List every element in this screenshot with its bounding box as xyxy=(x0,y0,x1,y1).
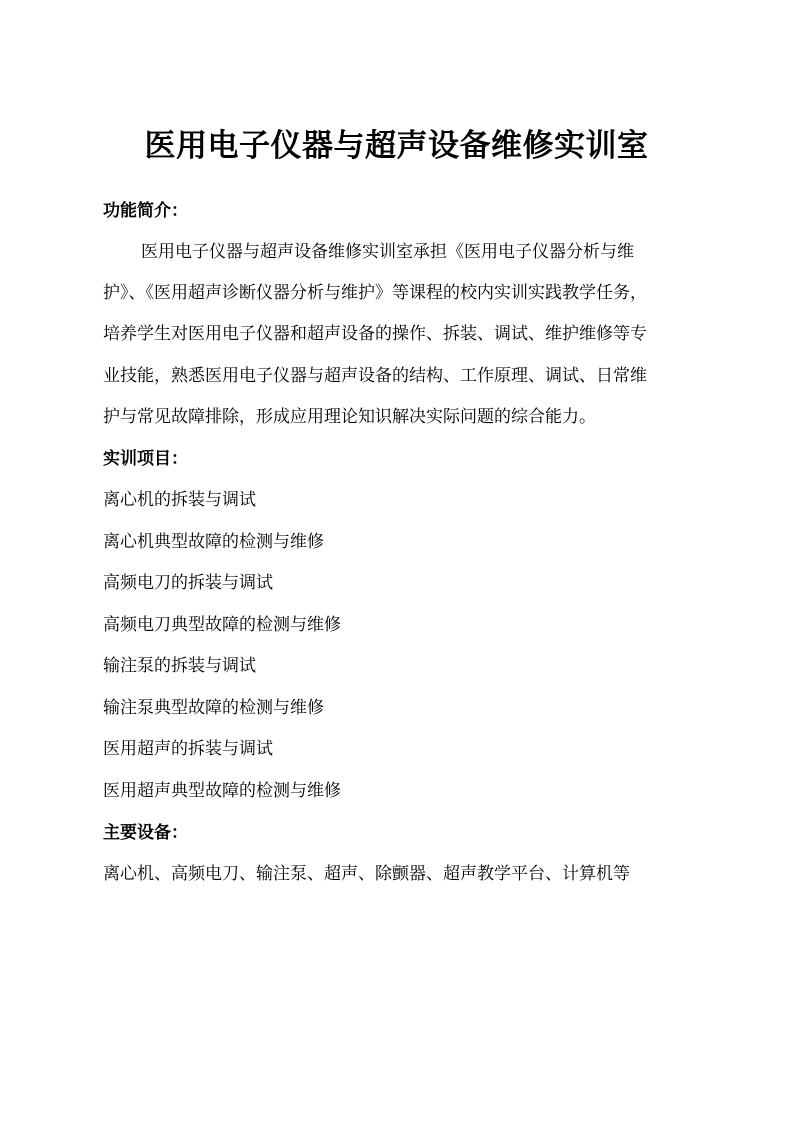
intro-line-2: 护》、《医用超声诊断仪器分析与维护》等课程的校内实训实践教学任务， xyxy=(103,283,647,303)
intro-line-3: 培养学生对医用电子仪器和超声设备的操作、拆装、调试、维护维修等专 xyxy=(103,324,647,344)
equipment-heading: 主要设备： xyxy=(103,823,188,843)
project-item: 医用超声典型故障的检测与维修 xyxy=(103,781,341,801)
equipment-text: 离心机、高频电刀、输注泵、超声、除颤器、超声教学平台、计算机等 xyxy=(103,864,630,884)
project-item: 离心机典型故障的检测与维修 xyxy=(103,532,324,552)
intro-line-4: 业技能，熟悉医用电子仪器与超声设备的结构、工作原理、调试、日常维 xyxy=(103,366,647,386)
intro-line-1: 医用电子仪器与超声设备维修实训室承担《医用电子仪器分析与维 xyxy=(141,242,634,262)
project-item: 输注泵的拆装与调试 xyxy=(103,656,256,676)
intro-heading: 功能简介： xyxy=(103,201,188,221)
project-item: 医用超声的拆装与调试 xyxy=(103,739,273,759)
projects-heading: 实训项目： xyxy=(103,449,188,469)
intro-line-5: 护与常见故障排除，形成应用理论知识解决实际问题的综合能力。 xyxy=(103,407,596,427)
page-title: 医用电子仪器与超声设备维修实训室 xyxy=(144,128,649,164)
project-item: 输注泵典型故障的检测与维修 xyxy=(103,698,324,718)
project-item: 高频电刀的拆装与调试 xyxy=(103,573,273,593)
project-item: 离心机的拆装与调试 xyxy=(103,490,256,510)
project-item: 高频电刀典型故障的检测与维修 xyxy=(103,615,341,635)
